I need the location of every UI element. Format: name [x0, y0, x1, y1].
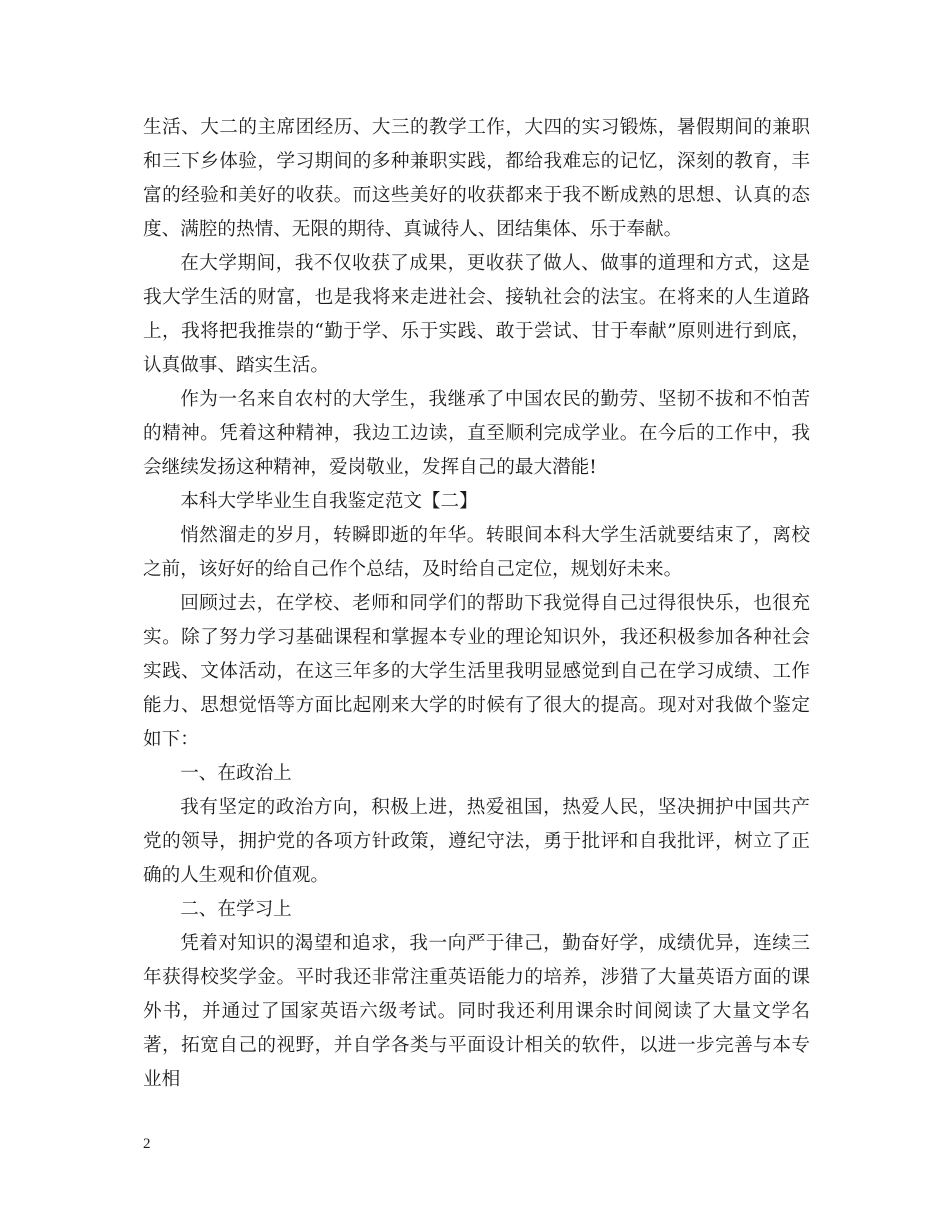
- paragraph-continuation: 生活、大二的主席团经历、大三的教学工作，大四的实习锻炼，暑假期间的兼职和三下乡体验，学习期间的多种兼职实践，都给我难忘的记忆，深刻的教育，丰富的经验和美好的收获。而这些美好的收获都来于我不断成熟的思想、认真的态度、满腔的热情、无限的期待、真诚待人、团结集体、乐于奉献。: [143, 117, 810, 240]
- paragraph-rural-spirit: 作为一名来自农村的大学生，我继承了中国农民的勤劳、坚韧不拔和不怕苦的精神。凭着这种精神，我边工边读，直至顺利完成学业。在今后的工作中，我会继续发扬这种精神，爱岗敬业，发挥自己的最大潜能!: [143, 389, 810, 478]
- paragraph-politics: 我有坚定的政治方向，积极上进，热爱祖国，热爱人民，坚决拥护中国共产党的领导，拥护党的各项方针政策，遵纪守法，勇于批评和自我批评，树立了正确的人生观和价值观。: [143, 797, 810, 886]
- paragraph-intro: 悄然溜走的岁月，转瞬即逝的年华。转眼间本科大学生活就要结束了，离校之前，该好好的给自己作个总结，及时给自己定位，规划好未来。: [143, 525, 810, 580]
- heading-study: 二、在学习上: [180, 899, 292, 920]
- page-number: 2: [143, 1136, 151, 1152]
- paragraph-study: 凭着对知识的渴望和追求，我一向严于律己，勤奋好学，成绩优异，连续三年获得校奖学金。平时我还非常注重英语能力的培养，涉猎了大量英语方面的课外书，并通过了国家英语六级考试。同时我还利用课余时间阅读了大量文学名著，拓宽自己的视野，并自学各类与平面设计相关的软件，以进一步完善与本专业相: [143, 933, 810, 1090]
- heading-politics: 一、在政治上: [180, 763, 292, 784]
- paragraph-review: 回顾过去，在学校、老师和同学们的帮助下我觉得自己过得很快乐，也很充实。除了努力学习基础课程和掌握本专业的理论知识外，我还积极参加各种社会实践、文体活动，在这三年多的大学生活里我明显感觉到自己在学习成绩、工作能力、思想觉悟等方面比起刚来大学的时候有了很大的提高。现对对我做个鉴定如下：: [143, 593, 810, 750]
- section-title: 本科大学毕业生自我鉴定范文【二】: [180, 491, 478, 512]
- document-body: [143, 111, 810, 1097]
- paragraph-harvest: 在大学期间，我不仅收获了成果，更收获了做人、做事的道理和方式，这是我大学生活的财富，也是我将来走进社会、接轨社会的法宝。在将来的人生道路上，我将把我推崇的“勤于学、乐于实践、敢于尝试、甘于奉献”原则进行到底，认真做事、踏实生活。: [143, 253, 810, 376]
